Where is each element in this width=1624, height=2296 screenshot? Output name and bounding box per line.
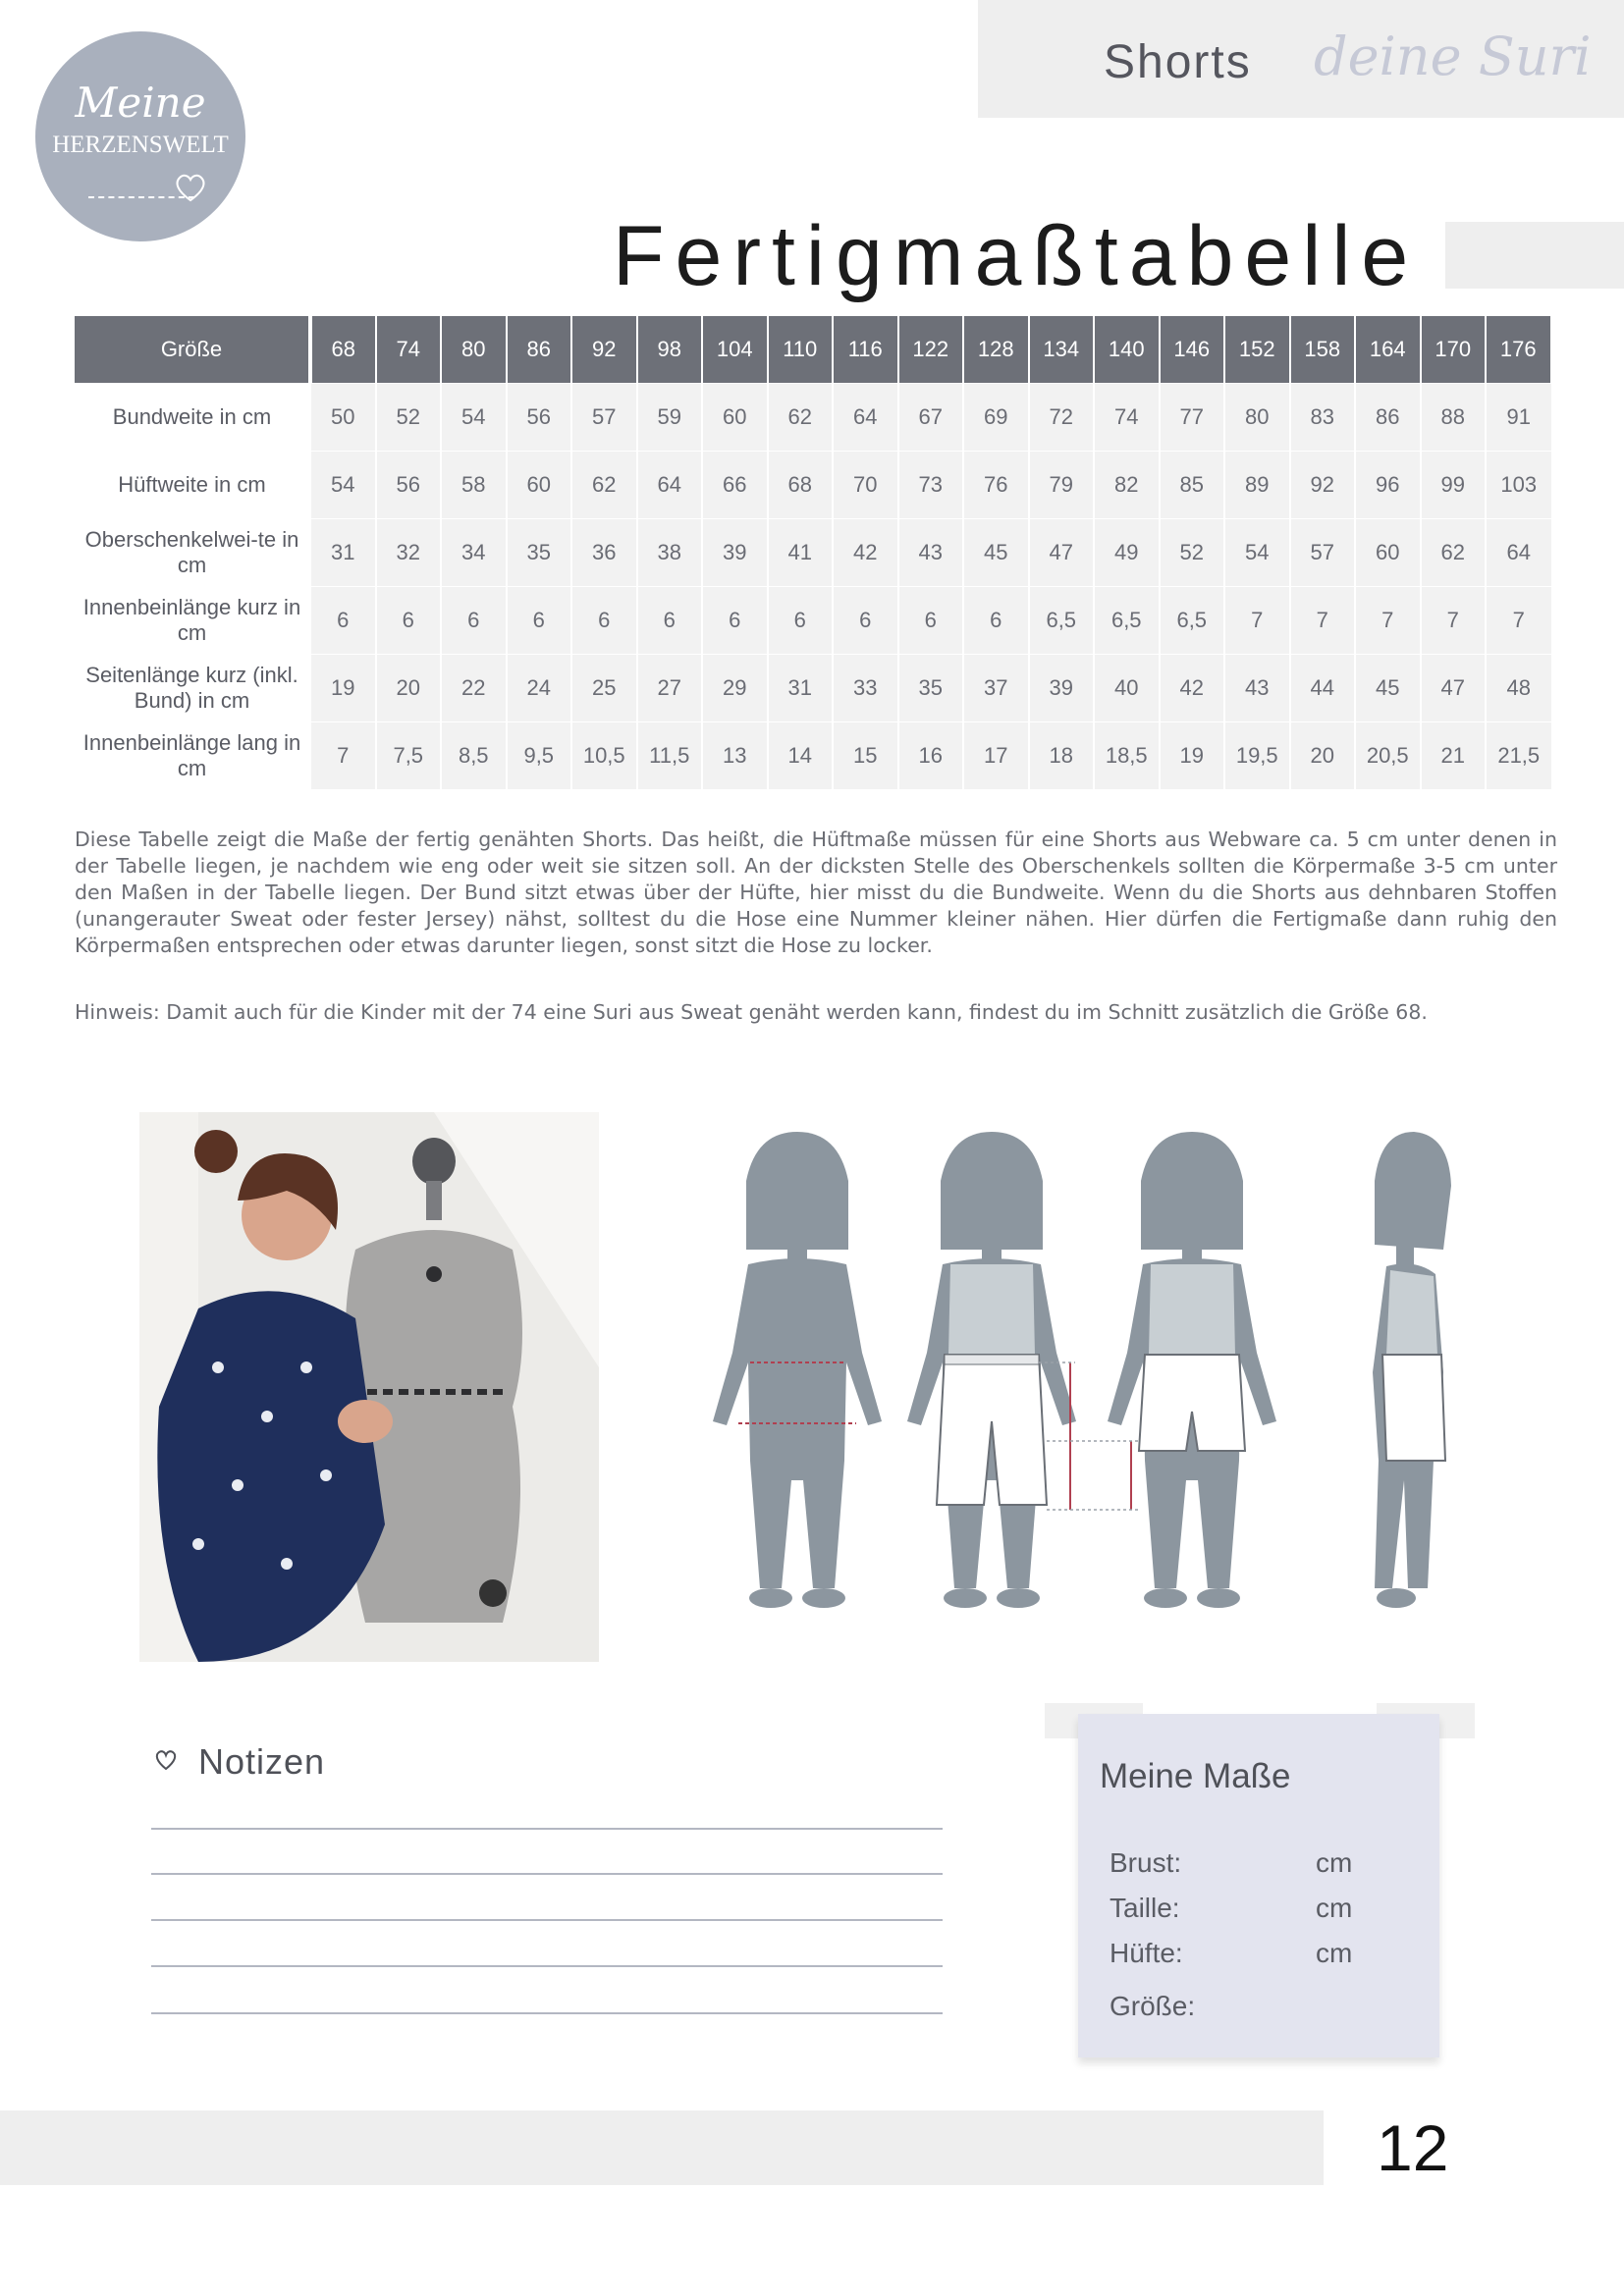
logo-script-text: Meine xyxy=(75,79,206,127)
table-cell: 64 xyxy=(1486,519,1551,587)
table-row xyxy=(75,384,1551,452)
table-cell: 34 xyxy=(441,519,507,587)
size-header: 98 xyxy=(637,316,703,384)
table-cell: 52 xyxy=(376,384,442,452)
row-label: Innenbeinlänge lang in cm xyxy=(75,722,310,790)
size-header: 146 xyxy=(1160,316,1225,384)
table-cell: 99 xyxy=(1421,452,1487,519)
table-cell: 89 xyxy=(1224,452,1290,519)
measure-label-size: Größe: xyxy=(1110,1991,1196,2021)
table-cell: 82 xyxy=(1094,452,1160,519)
size-header: 158 xyxy=(1290,316,1356,384)
table-cell: 6 xyxy=(702,587,768,655)
my-measurements-title: Meine Maße xyxy=(1100,1757,1291,1795)
table-cell: 60 xyxy=(1355,519,1421,587)
table-cell: 52 xyxy=(1160,519,1225,587)
table-cell: 7 xyxy=(1421,587,1487,655)
note-line[interactable] xyxy=(151,1965,943,1967)
child-figures-illustration xyxy=(687,1127,1492,1628)
size-header: 170 xyxy=(1421,316,1487,384)
table-cell: 74 xyxy=(1094,384,1160,452)
table-cell: 6 xyxy=(310,587,376,655)
row-label: Bundweite in cm xyxy=(75,384,310,452)
table-cell: 6 xyxy=(571,587,637,655)
table-cell: 19 xyxy=(310,655,376,722)
measure-label-hip: Hüfte: xyxy=(1110,1938,1183,1968)
footer-band xyxy=(0,2110,1324,2185)
table-cell: 66 xyxy=(702,452,768,519)
table-cell: 7 xyxy=(310,722,376,790)
table-cell: 62 xyxy=(571,452,637,519)
size-header: 176 xyxy=(1486,316,1551,384)
table-cell: 77 xyxy=(1160,384,1225,452)
table-row xyxy=(75,587,1551,655)
table-cell: 47 xyxy=(1029,519,1095,587)
table-cell: 59 xyxy=(637,384,703,452)
size-header: 122 xyxy=(898,316,964,384)
size-header: 86 xyxy=(507,316,572,384)
table-cell: 15 xyxy=(833,722,898,790)
table-cell: 20 xyxy=(376,655,442,722)
size-header: 104 xyxy=(702,316,768,384)
table-cell: 6 xyxy=(963,587,1029,655)
table-row xyxy=(75,655,1551,722)
table-cell: 37 xyxy=(963,655,1029,722)
child-figure-front xyxy=(713,1132,882,1608)
table-cell: 20,5 xyxy=(1355,722,1421,790)
table-cell: 6 xyxy=(768,587,834,655)
measure-label-chest: Brust: xyxy=(1110,1847,1182,1878)
table-cell: 85 xyxy=(1160,452,1225,519)
table-cell: 76 xyxy=(963,452,1029,519)
table-header-label: Größe xyxy=(75,316,310,384)
table-cell: 25 xyxy=(571,655,637,722)
table-cell: 8,5 xyxy=(441,722,507,790)
table-cell: 56 xyxy=(376,452,442,519)
table-cell: 86 xyxy=(1355,384,1421,452)
table-cell: 32 xyxy=(376,519,442,587)
heart-icon xyxy=(171,167,210,206)
table-cell: 11,5 xyxy=(637,722,703,790)
hint-paragraph: Hinweis: Damit auch für die Kinder mit der 74 eine Suri aus Sweat genäht werden kann, findest du im Schnitt zusätzlich die Größe 68. xyxy=(75,1000,1428,1024)
size-header: 74 xyxy=(376,316,442,384)
size-header: 68 xyxy=(310,316,376,384)
my-measurements-card xyxy=(1078,1714,1439,2057)
table-cell: 64 xyxy=(833,384,898,452)
table-cell: 48 xyxy=(1486,655,1551,722)
note-line[interactable] xyxy=(151,1828,943,1830)
size-header: 110 xyxy=(768,316,834,384)
table-cell: 21 xyxy=(1421,722,1487,790)
table-cell: 38 xyxy=(637,519,703,587)
table-cell: 35 xyxy=(898,655,964,722)
page-number: 12 xyxy=(1377,2111,1449,2184)
logo-name-text: HERZENSWELT xyxy=(52,132,229,158)
table-cell: 7 xyxy=(1486,587,1551,655)
table-cell: 31 xyxy=(310,519,376,587)
table-cell: 45 xyxy=(1355,655,1421,722)
table-cell: 56 xyxy=(507,384,572,452)
table-cell: 49 xyxy=(1094,519,1160,587)
header-title: Shorts xyxy=(1104,36,1252,88)
measure-unit-waist[interactable]: cm xyxy=(1316,1893,1353,1923)
table-cell: 22 xyxy=(441,655,507,722)
table-cell: 33 xyxy=(833,655,898,722)
table-row xyxy=(75,452,1551,519)
table-cell: 10,5 xyxy=(571,722,637,790)
table-cell: 47 xyxy=(1421,655,1487,722)
table-cell: 39 xyxy=(1029,655,1095,722)
table-cell: 24 xyxy=(507,655,572,722)
table-cell: 16 xyxy=(898,722,964,790)
table-cell: 42 xyxy=(833,519,898,587)
table-cell: 42 xyxy=(1160,655,1225,722)
table-cell: 88 xyxy=(1421,384,1487,452)
table-cell: 19,5 xyxy=(1224,722,1290,790)
table-cell: 54 xyxy=(310,452,376,519)
table-row xyxy=(75,519,1551,587)
table-cell: 6 xyxy=(898,587,964,655)
description-paragraph: Diese Tabelle zeigt die Maße der fertig genähten Shorts. Das heißt, die Hüftmaße müssen für eine Shorts aus Webware ca. 5 cm unter denen in der Tabelle liegen, je nachdem wie eng oder weit sie sitzen soll. An der dicksten Stelle des Oberschenkels sollten die Körpermaße 3-5 cm unter den Maßen in der Tabelle liegen. Der Bund sitzt etwas über der Hüfte, hier misst du die Bundweite. Wenn du die Shorts aus dehnbaren Stoffen (unangerauter Sweat oder fester Jersey) nähst, solltest du die Hose eine Nummer kleiner nähen. Hier dürfen die Fertigmaße dann ruhig den Körpermaßen entsprechen oder etwas darunter liegen, sonst sitzt die Hose zu locker. xyxy=(75,828,1557,957)
table-cell: 54 xyxy=(1224,519,1290,587)
table-cell: 83 xyxy=(1290,384,1356,452)
measure-unit-hip[interactable]: cm xyxy=(1316,1938,1353,1968)
table-cell: 6,5 xyxy=(1094,587,1160,655)
table-header-row xyxy=(75,316,1551,384)
table-cell: 58 xyxy=(441,452,507,519)
table-cell: 19 xyxy=(1160,722,1225,790)
measure-label-waist: Taille: xyxy=(1110,1893,1180,1923)
table-cell: 27 xyxy=(637,655,703,722)
table-cell: 43 xyxy=(898,519,964,587)
table-cell: 31 xyxy=(768,655,834,722)
table-cell: 91 xyxy=(1486,384,1551,452)
note-line[interactable] xyxy=(151,2012,943,2014)
table-cell: 6 xyxy=(507,587,572,655)
table-cell: 57 xyxy=(571,384,637,452)
table-cell: 14 xyxy=(768,722,834,790)
row-label: Oberschenkelwei-te in cm xyxy=(75,519,310,587)
table-cell: 18,5 xyxy=(1094,722,1160,790)
row-label: Innenbeinlänge kurz in cm xyxy=(75,587,310,655)
table-cell: 7 xyxy=(1290,587,1356,655)
note-line[interactable] xyxy=(151,1873,943,1875)
table-cell: 96 xyxy=(1355,452,1421,519)
table-cell: 7 xyxy=(1355,587,1421,655)
table-cell: 21,5 xyxy=(1486,722,1551,790)
table-cell: 18 xyxy=(1029,722,1095,790)
table-cell: 68 xyxy=(768,452,834,519)
table-cell: 92 xyxy=(1290,452,1356,519)
table-cell: 39 xyxy=(702,519,768,587)
size-header: 140 xyxy=(1094,316,1160,384)
table-cell: 62 xyxy=(768,384,834,452)
table-cell: 60 xyxy=(507,452,572,519)
table-cell: 17 xyxy=(963,722,1029,790)
page-title: Fertigmaßtabelle xyxy=(613,209,1420,303)
table-cell: 20 xyxy=(1290,722,1356,790)
table-cell: 41 xyxy=(768,519,834,587)
table-cell: 6,5 xyxy=(1160,587,1225,655)
size-header: 128 xyxy=(963,316,1029,384)
size-table xyxy=(75,316,1552,789)
table-cell: 6 xyxy=(441,587,507,655)
table-cell: 72 xyxy=(1029,384,1095,452)
table-cell: 45 xyxy=(963,519,1029,587)
heart-icon xyxy=(153,1747,179,1773)
table-cell: 6,5 xyxy=(1029,587,1095,655)
brand-logo xyxy=(35,31,245,241)
table-cell: 44 xyxy=(1290,655,1356,722)
table-cell: 13 xyxy=(702,722,768,790)
size-header: 92 xyxy=(571,316,637,384)
table-cell: 60 xyxy=(702,384,768,452)
table-cell: 6 xyxy=(833,587,898,655)
table-cell: 43 xyxy=(1224,655,1290,722)
table-cell: 7,5 xyxy=(376,722,442,790)
size-header: 80 xyxy=(441,316,507,384)
table-cell: 6 xyxy=(637,587,703,655)
note-line[interactable] xyxy=(151,1919,943,1921)
table-cell: 62 xyxy=(1421,519,1487,587)
table-cell: 9,5 xyxy=(507,722,572,790)
header-script-logo: deine Suri xyxy=(1314,26,1592,87)
seamstress-photo xyxy=(139,1112,599,1662)
title-accent-band xyxy=(1445,222,1624,289)
table-cell: 40 xyxy=(1094,655,1160,722)
row-label: Seitenlänge kurz (inkl. Bund) in cm xyxy=(75,655,310,722)
table-cell: 57 xyxy=(1290,519,1356,587)
table-cell: 79 xyxy=(1029,452,1095,519)
table-cell: 6 xyxy=(376,587,442,655)
measure-unit-chest[interactable]: cm xyxy=(1316,1847,1353,1878)
size-header: 164 xyxy=(1355,316,1421,384)
size-header: 152 xyxy=(1224,316,1290,384)
notes-title: Notizen xyxy=(198,1741,326,1782)
table-row xyxy=(75,722,1551,790)
table-cell: 64 xyxy=(637,452,703,519)
table-cell: 70 xyxy=(833,452,898,519)
table-cell: 54 xyxy=(441,384,507,452)
table-cell: 35 xyxy=(507,519,572,587)
table-cell: 29 xyxy=(702,655,768,722)
table-cell: 7 xyxy=(1224,587,1290,655)
table-cell: 80 xyxy=(1224,384,1290,452)
row-label: Hüftweite in cm xyxy=(75,452,310,519)
table-cell: 103 xyxy=(1486,452,1551,519)
table-cell: 69 xyxy=(963,384,1029,452)
size-header: 134 xyxy=(1029,316,1095,384)
size-header: 116 xyxy=(833,316,898,384)
table-cell: 67 xyxy=(898,384,964,452)
table-cell: 36 xyxy=(571,519,637,587)
table-cell: 73 xyxy=(898,452,964,519)
table-cell: 50 xyxy=(310,384,376,452)
